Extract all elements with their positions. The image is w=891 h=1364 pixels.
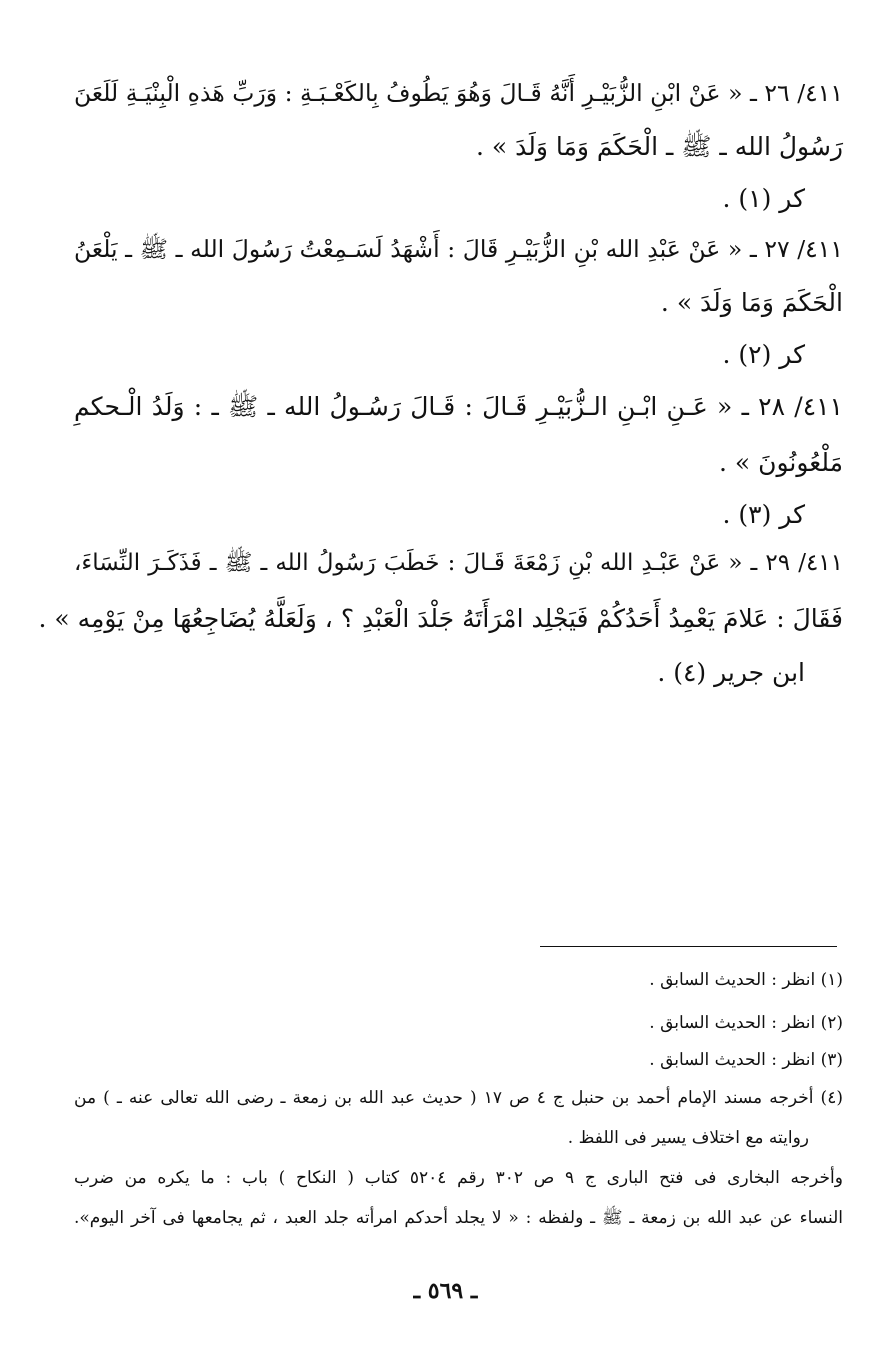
hadith-29-source: ابن جرير (٤) .	[657, 658, 805, 687]
page-number: ـ ٥٦٩ ـ	[413, 1278, 478, 1304]
footnote-4-line-4: النساء عن عبد الله بن زمعة ـ ﷺ ـ ولفظه : « لا يجلد أحدكم امرأته جلد العبد ، ثم يجامعها فى آخر اليوم».	[74, 1208, 843, 1228]
hadith-27-line-2: الْحَكَمَ وَمَا وَلَدَ » .	[660, 288, 843, 317]
hadith-27-line-1: ٤١١/ ٢٧ ـ « عَنْ عَبْدِ الله بْنِ الزُّبَيْـرِ قَالَ : أَشْهَدُ لَسَـمِعْتُ رَسُولَ الله ـ ﷺ ـ يَلْعَنُ	[74, 235, 843, 263]
hadith-29-line-1: ٤١١/ ٢٩ ـ « عَنْ عَبْـدِ الله بْنِ زَمْعَةَ قَـالَ : خَطَبَ رَسُولُ الله ـ ﷺ ـ فَذَكَـرَ النِّسَاءَ،	[74, 550, 844, 576]
footnote-2: (٢) انظر : الحديث السابق .	[649, 1013, 843, 1033]
hadith-28-source: كر (٣) .	[722, 500, 805, 529]
hadith-26-line-2: رَسُولُ الله ـ ﷺ ـ الْحَكَمَ وَمَا وَلَدَ » .	[476, 132, 843, 161]
footnote-separator	[540, 946, 837, 947]
footnote-3: (٣) انظر : الحديث السابق .	[649, 1050, 843, 1070]
footnote-4-line-1: (٤) أخرجه مسند الإمام أحمد بن حنبل ج ٤ ص ١٧ ( حديث عبد الله بن زمعة ـ رضى الله تعالى عنه ـ ) من	[74, 1088, 843, 1108]
footnote-4-line-2: روايته مع اختلاف يسير فى اللفظ .	[567, 1128, 809, 1148]
hadith-26-source: كر (١) .	[722, 184, 805, 213]
hadith-28-line-1: ٤١١/ ٢٨ ـ « عَـنِ ابْـنِ الـزُّبَيْـرِ قَـالَ : قَـالَ رَسُـولُ الله ـ ﷺ ـ : وَلَدُ الْـحكمِ	[74, 392, 843, 421]
hadith-28-line-2: مَلْعُونُونَ » .	[718, 448, 843, 477]
footnote-4-line-3: وأخرجه البخارى فى فتح البارى ج ٩ ص ٣٠٢ رقم ٥٢٠٤ كتاب ( النكاح ) باب : ما يكره من ضرب	[74, 1168, 843, 1188]
hadith-26-line-1: ٤١١/ ٢٦ ـ « عَنْ ابْنِ الزُّبَيْـرِ أَنَّهُ قَـالَ وَهُوَ يَطُوفُ بِالكَعْـبَـةِ : وَرَبِّ هَذهِ الْبِنْيَـةِ لَلَعَنَ	[74, 79, 843, 107]
hadith-27-source: كر (٢) .	[722, 340, 805, 369]
footnote-1: (١) انظر : الحديث السابق .	[649, 970, 843, 990]
hadith-29-line-2: فَقَالَ : عَلامَ يَعْمِدُ أَحَدُكُمْ فَيَجْلِد امْرَأَتَهُ جَلْدَ الْعَبْدِ ؟ ، وَلَعَلَّهُ يُضَاجِعُهَا مِنْ يَوْمِه » .	[38, 604, 843, 633]
